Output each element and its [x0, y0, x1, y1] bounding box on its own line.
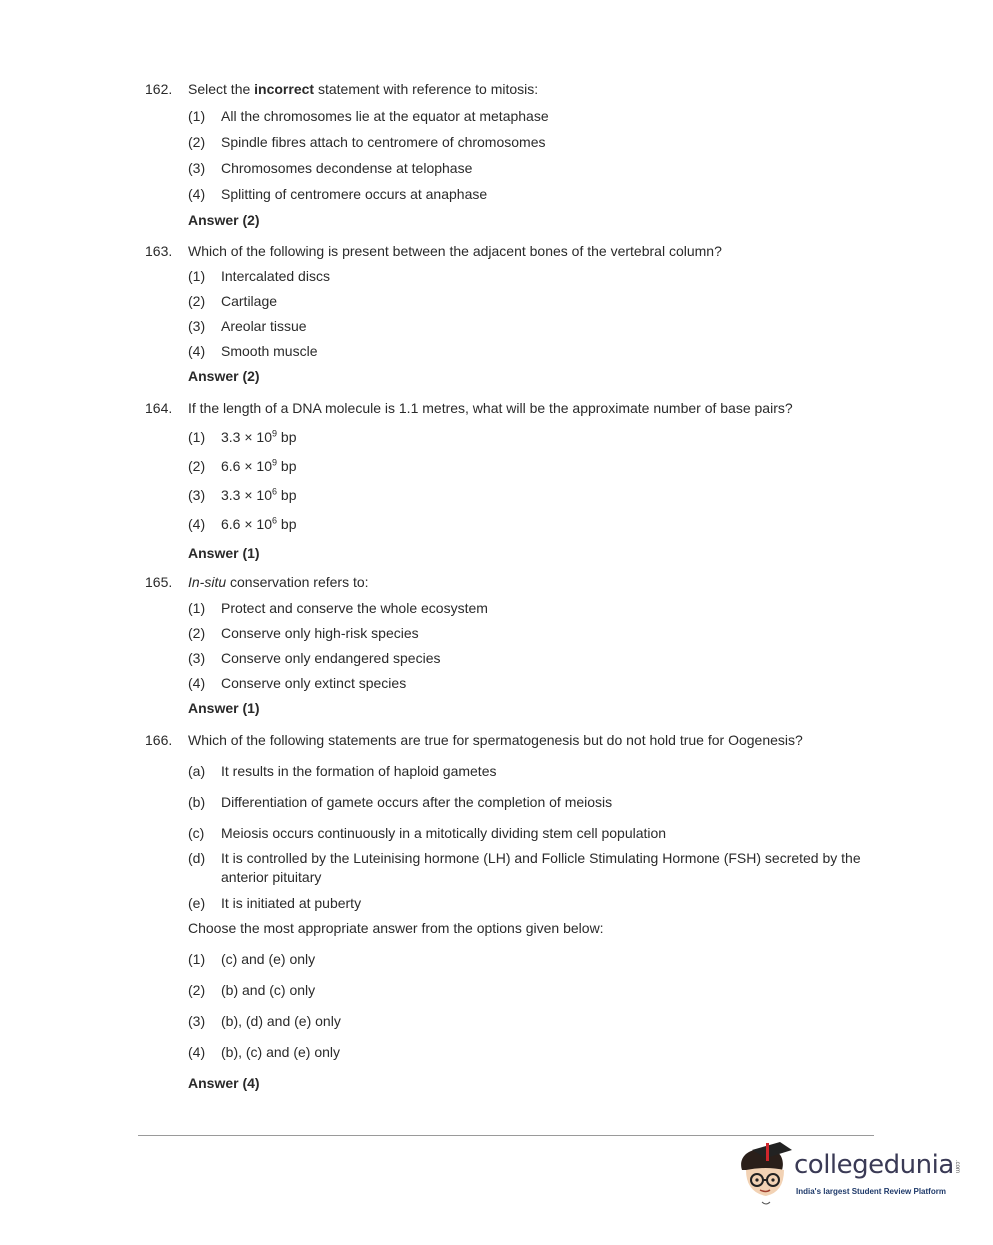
instruction: Choose the most appropriate answer from the options given below: [188, 920, 604, 936]
option-text: Chromosomes decondense at telophase [221, 160, 473, 176]
option-label: (1) [188, 951, 206, 967]
question-header [145, 573, 885, 591]
option-label: (2) [188, 625, 206, 641]
option [188, 1043, 885, 1061]
statement-label: (d) [188, 850, 206, 866]
option-base: 3.3 × 10 [221, 429, 272, 445]
question-header [145, 399, 885, 417]
option-text: Splitting of centromere occurs at anaphase [221, 186, 488, 202]
option-text: Protect and conserve the whole ecosystem [221, 600, 488, 616]
statement-text: It is initiated at puberty [221, 895, 362, 911]
statement-label: (c) [188, 825, 205, 841]
option-text: Conserve only extinct species [221, 675, 407, 691]
option [188, 267, 885, 285]
option-text: (b), (c) and (e) only [221, 1044, 341, 1060]
question-number: 165. [145, 574, 173, 590]
option-label: (2) [188, 982, 206, 998]
option [188, 486, 885, 504]
option-text: All the chromosomes lie at the equator at metaphase [221, 108, 549, 124]
option-base: 3.3 × 10 [221, 487, 272, 503]
answer: Answer (2) [188, 368, 260, 384]
footer-divider [138, 1135, 874, 1136]
option-exponent: 9 [272, 428, 278, 439]
question-number: 166. [145, 732, 173, 748]
option-label: (4) [188, 186, 206, 202]
question-number: 164. [145, 400, 173, 416]
question-text: Which of the following statements are true for spermatogenesis but do not hold true for Oogenesis? [188, 732, 803, 748]
option-text: Smooth muscle [221, 343, 318, 359]
option-text [221, 457, 885, 475]
answer: Answer (1) [188, 700, 260, 716]
option-base: 6.6 × 10 [221, 458, 272, 474]
option [188, 107, 885, 125]
question-text-part: statement with reference to mitosis: [314, 81, 539, 97]
question-text-part: conservation refers to: [226, 574, 369, 590]
statement [188, 894, 885, 912]
question-162 [145, 80, 885, 229]
option-text [221, 515, 885, 533]
option-text: Spindle fibres attach to centromere of chromosomes [221, 134, 546, 150]
question-text: Which of the following is present between the adjacent bones of the vertebral column? [188, 243, 722, 259]
question-header [145, 242, 885, 260]
option [188, 649, 885, 667]
option-label: (3) [188, 650, 206, 666]
option [188, 342, 885, 360]
question-text-part: Select the [188, 81, 255, 97]
option [188, 159, 885, 177]
option-label: (4) [188, 343, 206, 359]
question-text [188, 80, 885, 98]
option-unit: bp [277, 516, 297, 532]
option-label: (3) [188, 1013, 206, 1029]
answer: Answer (2) [188, 212, 260, 228]
statement [188, 762, 885, 780]
question-164 [145, 399, 885, 562]
option [188, 599, 885, 617]
question-header [145, 731, 885, 749]
option [188, 950, 885, 968]
option [188, 624, 885, 642]
option-text: Intercalated discs [221, 268, 330, 284]
option [188, 1012, 885, 1030]
question-text [188, 573, 885, 591]
statement-text: Differentiation of gamete occurs after the completion of meiosis [221, 794, 613, 810]
question-text-emphasis: incorrect [254, 81, 315, 97]
option-exponent: 6 [272, 486, 278, 497]
option-base: 6.6 × 10 [221, 516, 272, 532]
option-label: (3) [188, 160, 206, 176]
option-unit: bp [277, 458, 297, 474]
option-text [221, 486, 885, 504]
statement [188, 793, 885, 811]
option [188, 133, 885, 151]
option-label: (2) [188, 134, 206, 150]
question-number: 162. [145, 81, 173, 97]
option-label: (4) [188, 1044, 206, 1060]
option-text: Conserve only high-risk species [221, 625, 419, 641]
option-label: (4) [188, 675, 206, 691]
option-label: (1) [188, 600, 206, 616]
statement-label: (a) [188, 763, 206, 779]
question-number: 163. [145, 243, 173, 259]
option [188, 515, 885, 533]
statement-text: Meiosis occurs continuously in a mitotically dividing stem cell population [221, 825, 667, 841]
question-header [145, 80, 885, 98]
option-text [221, 428, 885, 446]
option [188, 292, 885, 310]
option-label: (3) [188, 487, 206, 503]
statement [188, 824, 885, 842]
option-text: Cartilage [221, 293, 278, 309]
brand-suffix: .com [954, 1160, 960, 1174]
option-label: (1) [188, 108, 206, 124]
option-label: (2) [188, 458, 206, 474]
answer: Answer (4) [188, 1075, 260, 1091]
option [188, 981, 885, 999]
statement-text: It is controlled by the Luteinising hormone (LH) and Follicle Stimulating Hormone (FSH) secreted by the anterior pituitary [221, 850, 861, 885]
option [188, 674, 885, 692]
option-label: (4) [188, 516, 206, 532]
question-165 [145, 573, 885, 717]
brand-tagline: India's largest Student Review Platform [796, 1187, 946, 1196]
question-text: If the length of a DNA molecule is 1.1 metres, what will be the approximate number of base pairs? [188, 400, 793, 416]
option-text: (b), (d) and (e) only [221, 1013, 341, 1029]
statement [188, 849, 885, 887]
option-label: (3) [188, 318, 206, 334]
statement-label: (e) [188, 895, 206, 911]
mascot-chin [762, 1202, 770, 1204]
option-label: (1) [188, 268, 206, 284]
option-exponent: 9 [272, 457, 278, 468]
option [188, 457, 885, 475]
question-166 [145, 731, 885, 1092]
cap-tassel [766, 1143, 769, 1161]
question-163 [145, 242, 885, 385]
eye-right [771, 1178, 774, 1181]
option-text: (b) and (c) only [221, 982, 316, 998]
option-unit: bp [277, 487, 297, 503]
option-label: (2) [188, 293, 206, 309]
option [188, 185, 885, 203]
option-label: (1) [188, 429, 206, 445]
option [188, 317, 885, 335]
option [188, 428, 885, 446]
statement-label: (b) [188, 794, 206, 810]
option-text: (c) and (e) only [221, 951, 316, 967]
option-text: Conserve only endangered species [221, 650, 441, 666]
mascot-icon [736, 1140, 796, 1210]
brand-name: collegedunia [794, 1150, 954, 1180]
option-exponent: 6 [272, 515, 278, 526]
answer: Answer (1) [188, 545, 260, 561]
statement-text: It results in the formation of haploid gametes [221, 763, 497, 779]
eye-left [755, 1178, 758, 1181]
option-unit: bp [277, 429, 297, 445]
question-text-italic: In-situ [188, 574, 227, 590]
collegedunia-logo [736, 1140, 966, 1210]
option-text: Areolar tissue [221, 318, 307, 334]
